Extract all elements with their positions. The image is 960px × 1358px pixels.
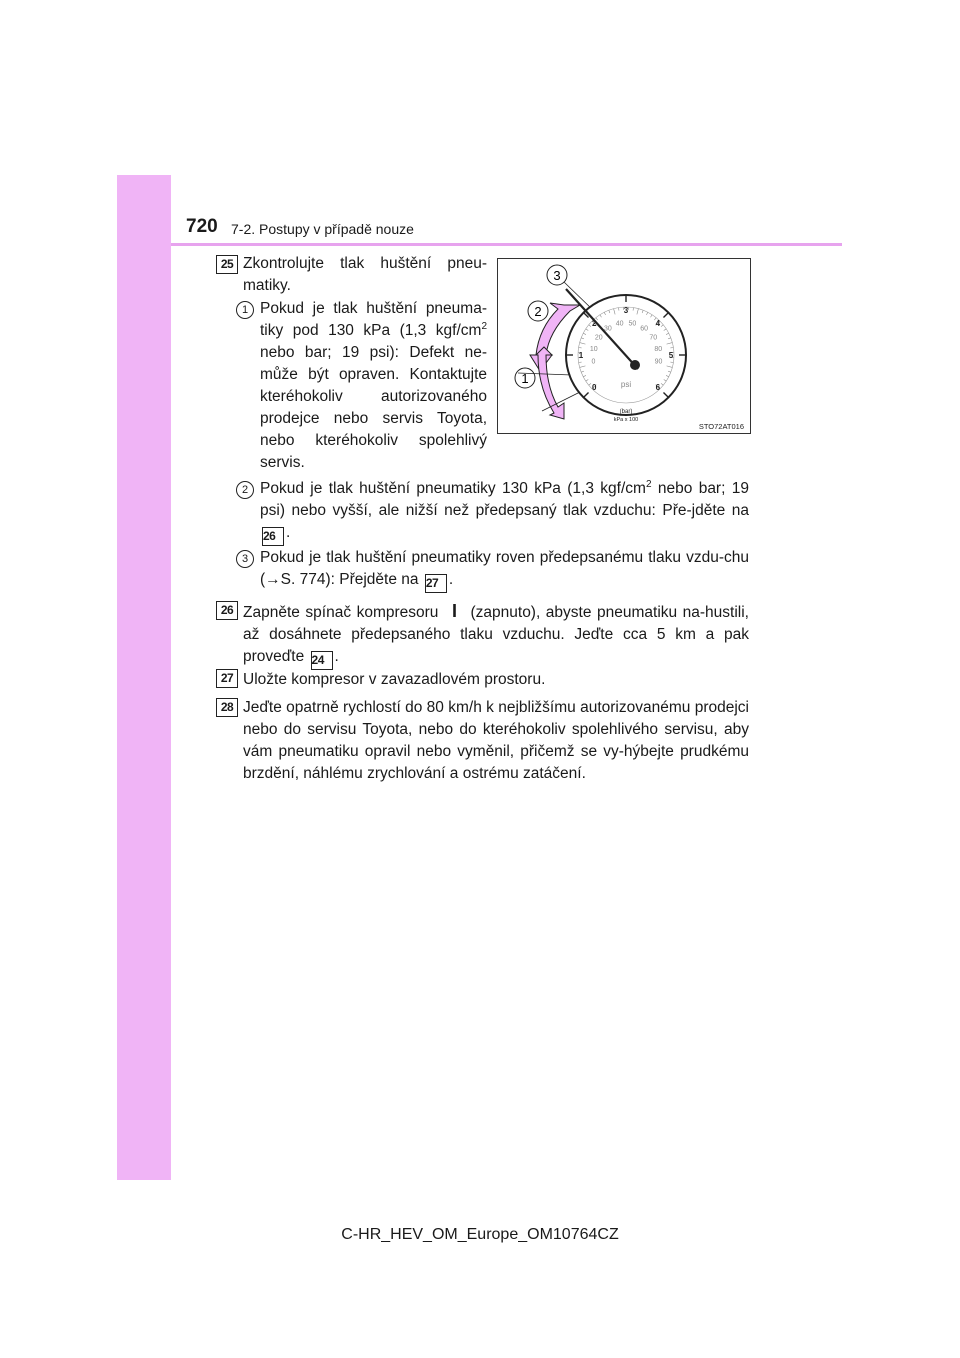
footer-doc-id: C-HR_HEV_OM_Europe_OM10764CZ	[341, 1226, 619, 1243]
sub-item-1-text: Pokud je tlak huštění pneuma-tiky pod 130 kPa (1,3 kgf/$cm^2$ nebo bar; 19 psi): Defekt ne-může být opraven. Kontaktujte kteréhokoliv autorizovaného prodejce nebo servis Toyota, nebo kteréhokoliv spolehlivý servis.	[260, 300, 487, 471]
psi-tick-label: 40	[615, 320, 624, 328]
bar-tick-label: 3	[623, 306, 629, 315]
bar-tick-label: 4	[655, 319, 661, 329]
step-25-text: Zkontrolujte tlak huštění pneu-matiky.	[243, 255, 487, 294]
svg-text:(bar): (bar)	[619, 409, 633, 415]
bar-tick-label: 6	[655, 382, 661, 392]
page-number: 720	[186, 216, 218, 237]
svg-text:2: 2	[534, 304, 542, 319]
svg-text:1: 1	[521, 371, 529, 386]
bar-tick-label: 0	[591, 382, 597, 392]
step-ref-link[interactable]: 24	[311, 651, 333, 670]
side-tab	[117, 175, 171, 1180]
psi-tick-label: 50	[628, 320, 637, 328]
bar-tick-label: 1	[578, 351, 584, 360]
bar-tick-label: 5	[668, 351, 674, 360]
psi-tick-label: 10	[589, 346, 598, 354]
svg-text:3: 3	[553, 268, 561, 283]
step-26-text: Zapněte spínač kompresoru I (zapnuto), abyste pneumatiku na-hustili, až dosáhnete předepsaného tlaku vzduchu. Jeďte cca 5 km a pak proveďte 24 .	[243, 600, 749, 670]
svg-text:kPa x 100: kPa x 100	[613, 417, 639, 423]
step-28-text: Jeďte opatrně rychlostí do 80 km/h k nejbližšímu autorizovanému prodejci nebo do servisu Toyota, nebo do kteréhokoliv spolehlivého servisu, aby vám pneumatiku opravil nebo vyměnil, přičemž se vy-hýbejte prudkému brzdění, náhlému zrychlování a ostrému zatáčení.	[243, 699, 749, 782]
step-badge: 28	[216, 698, 238, 717]
step-badge: 25	[216, 255, 238, 274]
pressure-gauge-illustration	[498, 259, 750, 433]
step-badge: 26	[216, 601, 238, 620]
step-ref-link[interactable]: 26	[262, 527, 284, 546]
step-ref-link[interactable]: 27	[425, 574, 447, 593]
figure-code: STO72AT016	[698, 422, 744, 431]
sub-marker: 2	[236, 481, 254, 499]
svg-text:psi: psi	[620, 380, 632, 389]
header-rule	[171, 243, 842, 246]
step-badge: 27	[216, 669, 238, 688]
psi-tick-label: 0	[591, 358, 596, 366]
psi-tick-label: 70	[649, 334, 658, 342]
sub-marker: 1	[236, 301, 254, 319]
sub-item-3-text: Pokud je tlak huštění pneumatiky roven předepsanému tlaku vzdu-chu (→S. 774): Přejděte na 27 .	[260, 547, 749, 593]
step-27-text: Uložte kompresor v zavazadlovém prostoru.	[243, 671, 546, 688]
pressure-gauge-figure	[497, 258, 751, 434]
psi-tick-label: 60	[640, 325, 649, 333]
psi-tick-label: 20	[594, 334, 603, 342]
bar-tick-label: 2	[591, 319, 597, 329]
sub-marker: 3	[236, 550, 254, 568]
psi-tick-label: 80	[654, 346, 663, 354]
psi-tick-label: 90	[654, 358, 663, 366]
power-switch-symbol: I	[451, 601, 457, 621]
gauge-dial	[566, 289, 686, 423]
section-title: 7-2. Postupy v případě nouze	[231, 221, 414, 237]
psi-tick-label: 30	[603, 325, 612, 333]
sub-item-2-text: Pokud je tlak huštění pneumatiky 130 kPa (1,3 kgf/$cm^2$ nebo bar; 19 psi) nebo vyšší, ale nižší než předepsaný tlak vzduchu: Pře-jděte na 26 .	[260, 478, 749, 546]
